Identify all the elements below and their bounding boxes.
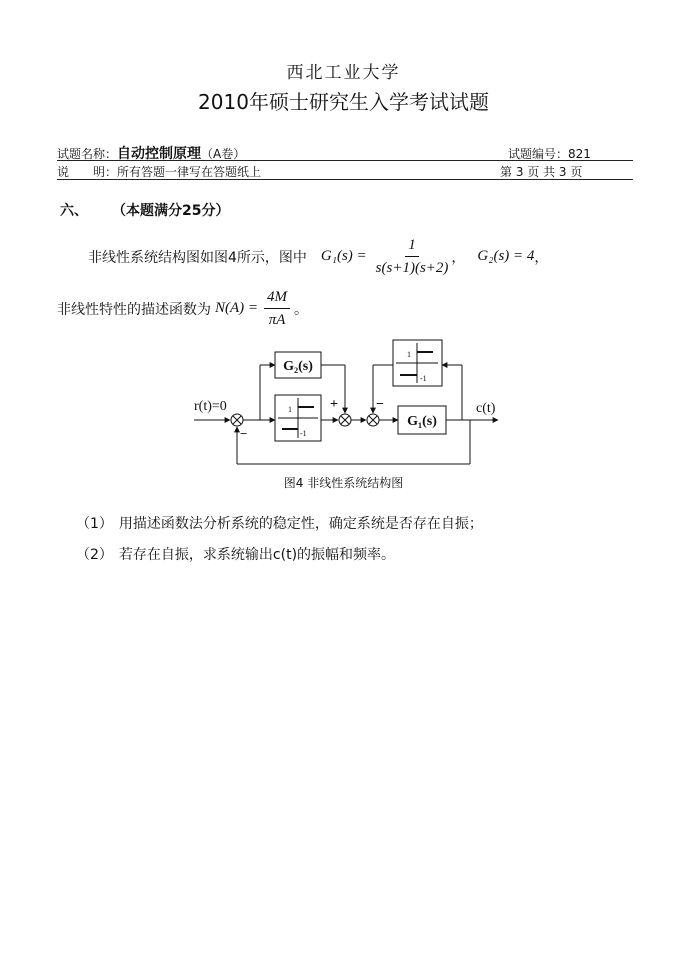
- paper-version: （A卷）: [201, 147, 246, 161]
- task-1: [76, 513, 483, 533]
- g1-fraction: [373, 236, 452, 277]
- figure-caption: 图4 非线性系统结构图: [283, 476, 404, 490]
- exam-title: 2010年硕士研究生入学考试试题: [198, 90, 489, 114]
- problem-intro: 非线性系统结构图如图4所示，图中: [88, 249, 307, 266]
- g1-block-label: G₁(s): [407, 414, 437, 429]
- note-label: 说 明：: [57, 165, 118, 179]
- task-2: [76, 544, 395, 564]
- note-line: [57, 163, 261, 180]
- n-numerator: 4M: [264, 288, 290, 309]
- task-2-number: （2）: [76, 547, 113, 563]
- sign-minus-outer-label: −: [240, 426, 248, 441]
- g1-lhs: G₁(s) =: [320, 248, 367, 264]
- problem-line-2: [57, 288, 308, 329]
- task-1-number: （1）: [76, 516, 113, 532]
- subject-name: 自动控制原理: [117, 146, 202, 162]
- header-rule-top: [57, 160, 633, 161]
- question-points: （本题满分25分）: [112, 203, 230, 219]
- g1-numerator: 1: [405, 236, 419, 257]
- name-label: 试题名称：: [57, 147, 118, 161]
- expr-separator: ，: [451, 249, 466, 266]
- task-2-text: 若存在自振，求系统输出c(t)的振幅和频率。: [118, 547, 396, 563]
- note-text: 所有答题一律写在答题纸上: [117, 165, 262, 179]
- relay-2-neg-label: -1: [420, 374, 427, 383]
- block-diagram: [180, 330, 520, 475]
- line2-end: 。: [294, 301, 309, 318]
- sign-minus-inner-label: −: [376, 397, 384, 412]
- g2-expression: G₂(s) = 4: [477, 248, 535, 264]
- g1-denominator: s(s+1)(s+2): [375, 260, 449, 276]
- n-fraction: [264, 288, 290, 329]
- relay-2-pos-label: 1: [407, 350, 411, 359]
- sign-plus-label: +: [330, 397, 338, 412]
- n-denominator: πA: [268, 312, 286, 328]
- output-label: c(t): [476, 401, 496, 416]
- header-rule-bottom: [57, 179, 633, 180]
- describing-function-intro: 非线性特性的描述函数为: [57, 301, 211, 318]
- n-lhs: N(A) =: [215, 300, 259, 316]
- line1-tail: ，: [534, 249, 549, 266]
- problem-line-1: [88, 236, 548, 277]
- code-label: 试题编号：: [508, 147, 569, 161]
- input-label: r(t)=0: [194, 399, 227, 414]
- relay-1-neg-label: -1: [300, 429, 307, 438]
- task-1-text: 用描述函数法分析系统的稳定性，确定系统是否存在自振；: [118, 516, 483, 532]
- g2-block-label: G₂(s): [283, 359, 313, 374]
- university-name: 西北工业大学: [286, 63, 401, 83]
- page-info: 第 3 页 共 3 页: [500, 165, 583, 179]
- relay-1-pos-label: 1: [288, 405, 292, 414]
- code-value: 821: [568, 147, 591, 161]
- question-number: 六、: [60, 203, 88, 219]
